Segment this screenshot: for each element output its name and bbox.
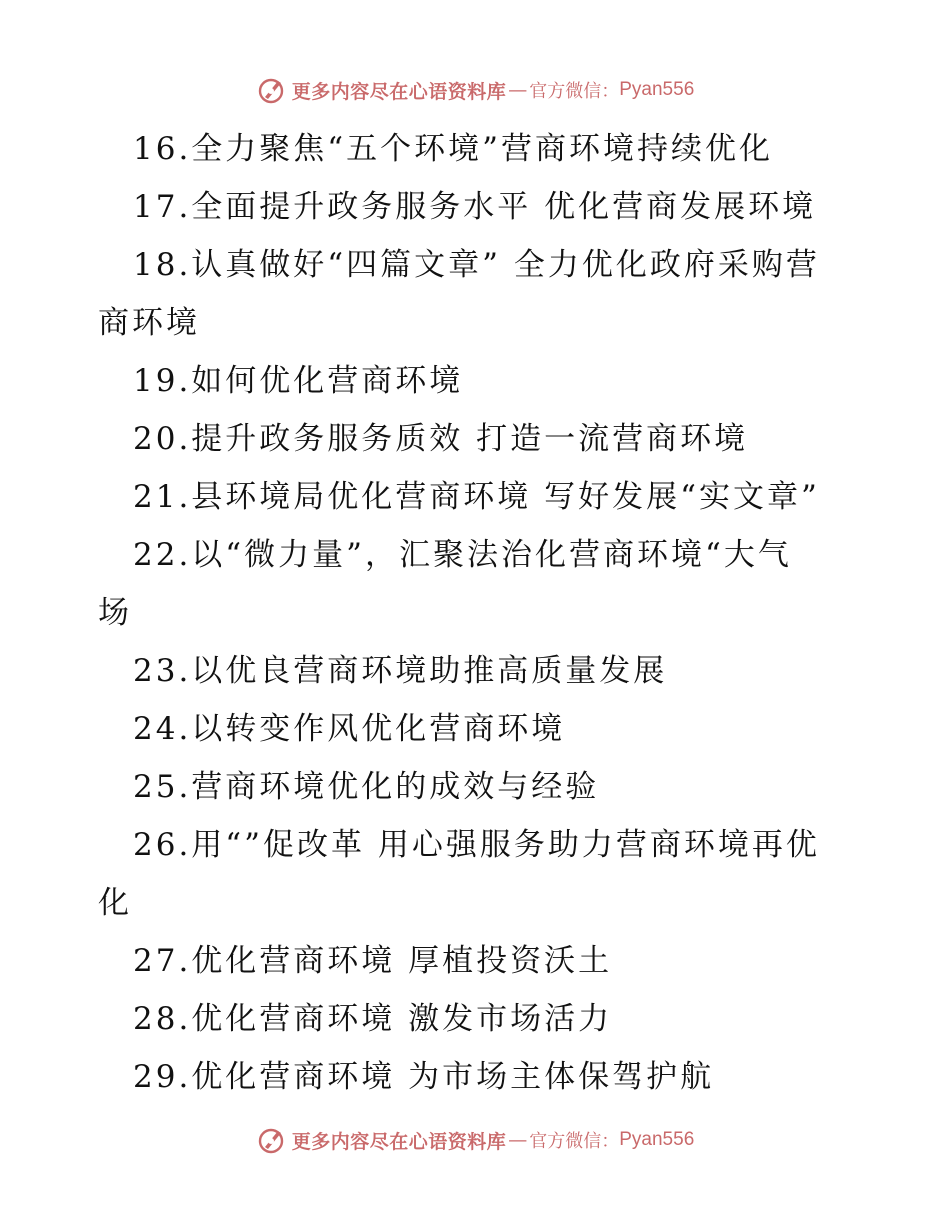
list-item-26: 26.用“”促改革 用心强服务助力营商环境再优 bbox=[133, 827, 820, 863]
footer-wechat-id: Pyan556 bbox=[619, 1129, 695, 1150]
list-item-29: 29.优化营商环境 为市场主体保驾护航 bbox=[133, 1059, 715, 1095]
pen-seal-icon bbox=[256, 75, 286, 105]
footer-site-text: 更多内容尽在心语资料库 bbox=[291, 1130, 507, 1153]
list-item-18-continued: 商环境 bbox=[98, 305, 200, 341]
list-item-25: 25.营商环境优化的成效与经验 bbox=[133, 769, 600, 805]
header-site-text: 更多内容尽在心语资料库 bbox=[291, 80, 507, 103]
list-item-27: 27.优化营商环境 厚植投资沃土 bbox=[133, 943, 613, 979]
list-item-28: 28.优化营商环境 激发市场活力 bbox=[133, 1001, 613, 1037]
footer-banner bbox=[0, 1120, 950, 1160]
list-item-18: 18.认真做好“四篇文章” 全力优化政府采购营 bbox=[133, 247, 820, 283]
header-banner bbox=[0, 70, 950, 110]
pen-seal-icon bbox=[256, 1125, 286, 1155]
list-item-17: 17.全面提升政务服务水平 优化营商发展环境 bbox=[133, 189, 817, 225]
list-item-22-continued: 场 bbox=[98, 595, 132, 631]
footer-wechat-label: 官方微信： bbox=[529, 1131, 620, 1152]
header-wechat-label: 官方微信： bbox=[529, 81, 620, 102]
header-separator: — bbox=[508, 79, 528, 101]
list-item-24: 24.以转变作风优化营商环境 bbox=[133, 711, 566, 747]
list-item-26-continued: 化 bbox=[98, 885, 132, 921]
list-item-16: 16.全力聚焦“五个环境”营商环境持续优化 bbox=[133, 131, 773, 167]
list-item-22: 22.以“微力量”，汇聚法治化营商环境“大气 bbox=[133, 537, 792, 573]
footer-separator: — bbox=[508, 1129, 528, 1151]
list-item-20: 20.提升政务服务质效 打造一流营商环境 bbox=[133, 421, 749, 457]
list-item-19: 19.如何优化营商环境 bbox=[133, 363, 464, 399]
list-item-21: 21.县环境局优化营商环境 写好发展“实文章” bbox=[133, 479, 820, 515]
list-item-23: 23.以优良营商环境助推高质量发展 bbox=[133, 653, 668, 689]
header-wechat-id: Pyan556 bbox=[619, 79, 695, 100]
